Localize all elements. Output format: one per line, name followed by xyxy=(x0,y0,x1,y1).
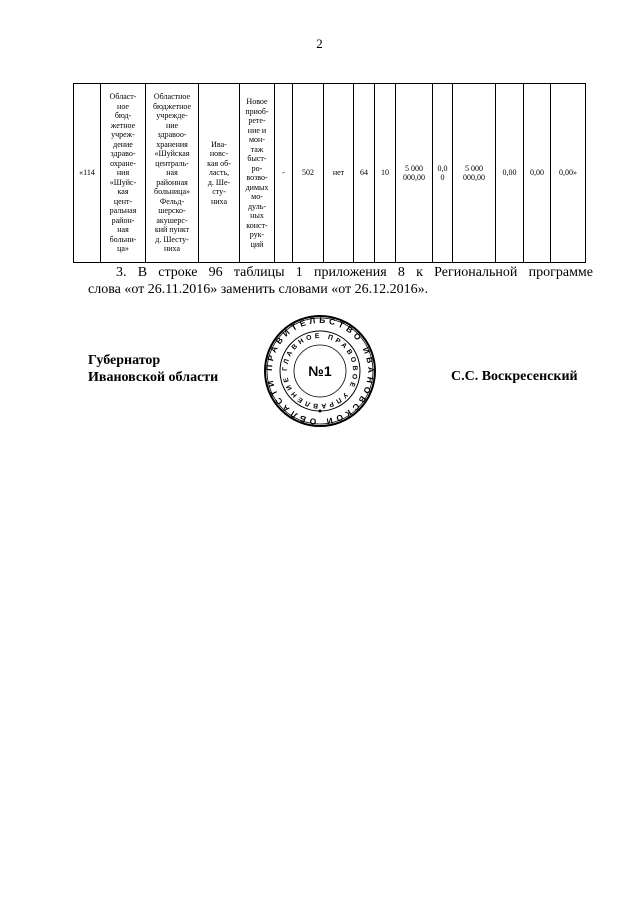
seal-inner-text: ГЛАВНОЕ ПРАВОВОЕ УПРАВЛЕНИЕ xyxy=(281,332,359,410)
page-number: 2 xyxy=(316,36,323,51)
amendment-line-2: слова «от 26.11.2016» заменить словами «от 26.12.2016». xyxy=(88,282,429,297)
amendment-line-1: 3. В строке 96 таблицы 1 приложения 8 к Региональной программе xyxy=(116,265,593,280)
seal-center-text: №1 xyxy=(308,363,332,379)
cell-recipient: Област- ное бюд- жетное учреж- дение здраво- охране- ния «Шуйс- кая цент- ральная район- ная больни- ца» xyxy=(101,84,146,263)
cell-next-year-2: 0,00 xyxy=(524,84,551,263)
table-row xyxy=(74,84,586,263)
cell-location: Ива- новс- кая об- ласть, д. Ше- сту- ниха xyxy=(199,84,240,263)
signatory-title-line-1: Губернатор xyxy=(88,353,161,368)
signatory-title-line-2: Ивановской области xyxy=(88,370,219,385)
seal-outer-text: ПРАВИТЕЛЬСТВО ИВАНОВСКОЙ ОБЛАСТИ xyxy=(263,314,377,428)
cell-value-a: 64 xyxy=(354,84,375,263)
official-seal xyxy=(263,314,377,428)
signatory-name: С.С. Воскресенский xyxy=(451,369,578,384)
signatory-title xyxy=(88,352,218,386)
cell-next-year-3: 0,00» xyxy=(551,84,586,263)
cell-dash: - xyxy=(275,84,293,263)
cell-previous-cost: 0,0 0 xyxy=(433,84,453,263)
cell-work-type: Новое приоб- рете- ние и мон- таж быст- ро- возво- димых мо- дуль- ных конст- рук- ций xyxy=(240,84,275,263)
cell-row-number: «114 xyxy=(74,84,101,263)
amendment-paragraph xyxy=(88,264,593,298)
cell-value-b: 10 xyxy=(375,84,396,263)
program-table xyxy=(73,83,586,263)
cell-year-cost: 5 000 000,00 xyxy=(453,84,496,263)
cell-total-cost: 5 000 000,00 xyxy=(396,84,433,263)
cell-capacity: 502 xyxy=(293,84,324,263)
cell-object-name: Областное бюджетное учрежде- ние здравоо- хранения «Шуйская централь- ная районная больница» Фельд- шерско- акушерс- кий пункт д. Шесту- ниха xyxy=(146,84,199,263)
cell-design-status: нет xyxy=(324,84,354,263)
seal-dot xyxy=(319,410,322,413)
cell-next-year-1: 0,00 xyxy=(496,84,524,263)
